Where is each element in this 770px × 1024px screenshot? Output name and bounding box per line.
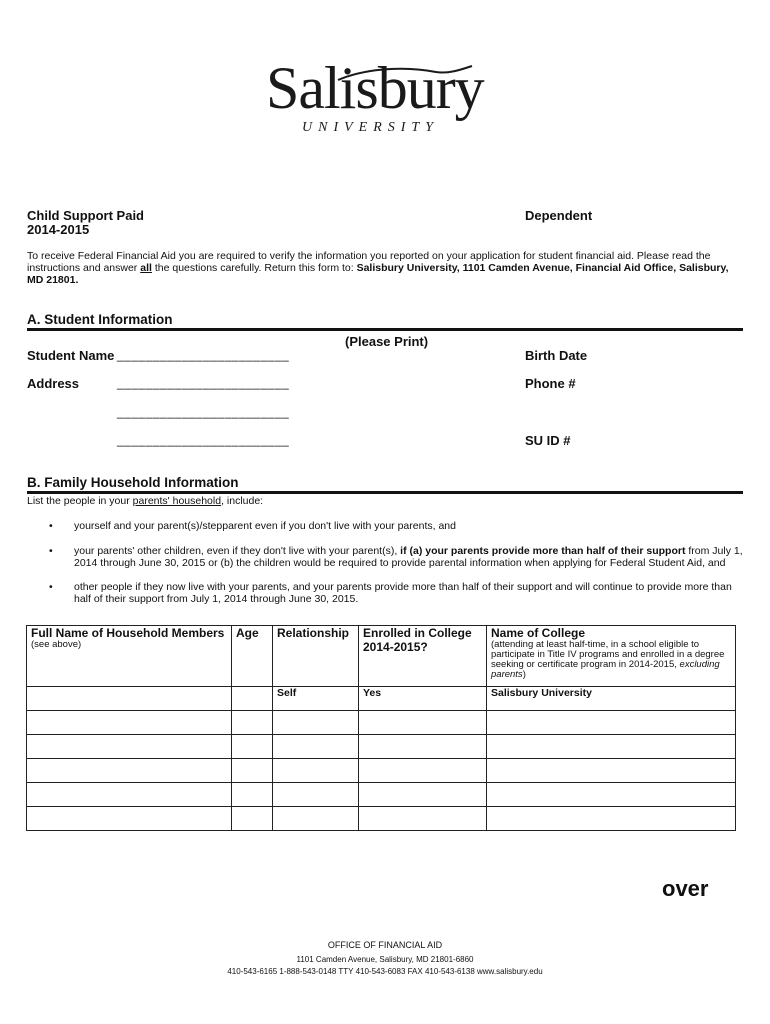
col-age-header [232,626,273,687]
col-college-note-italic: excluding parents [491,659,720,680]
table-row [27,687,736,711]
col-relationship-title: Relationship [277,626,350,640]
address-line-1-field[interactable]: ________________________ [117,376,290,390]
col-college-header [487,626,736,687]
age-cell[interactable] [232,711,273,735]
footer-contacts: 410-543-6165 1-888-543-0148 TTY 410-543-6083 FAX 410-543-6138 www.salisbury.edu [227,967,543,976]
table-row [27,735,736,759]
age-cell[interactable] [232,759,273,783]
form-title: Child Support Paid [27,208,144,223]
age-cell[interactable] [232,807,273,831]
household-list-intro [27,495,263,507]
col-college-title: Name of College [491,626,586,640]
name-cell[interactable] [27,687,232,711]
form-type: Dependent [525,208,593,223]
age-cell[interactable] [232,687,273,711]
relationship-cell[interactable] [273,735,359,759]
intro-paragraph [27,250,747,286]
bullet-icon: • [49,581,53,593]
intro-emphasis: all [140,262,152,274]
col-college-note-end: ) [522,669,526,680]
bullet-2-text-c: from July 1, 2014 through June 30, 2015 or (b) the children would be required to provide parental information when applying for Federal Student Aid, and [74,545,743,569]
name-cell[interactable] [27,783,232,807]
section-b-divider [27,491,743,494]
birth-date-label: Birth Date [525,348,588,363]
logo-subline: UNIVERSITY [302,120,439,135]
section-a-title: A. Student Information [27,312,173,327]
col-age-title: Age [236,626,259,640]
list-intro-text-2: , include: [221,495,264,507]
college-cell[interactable] [487,759,736,783]
section-a-divider [27,328,743,331]
list-intro-text: List the people in your [27,495,133,507]
address-line-3-field[interactable]: ________________________ [117,433,290,447]
name-cell[interactable] [27,711,232,735]
address-line-2-field[interactable]: ________________________ [117,405,290,419]
relationship-cell: Self [273,687,359,711]
return-address: Salisbury University, 1101 Camden Avenue, Financial Aid Office, Salisbury, MD 21801. [27,262,729,286]
col-enrolled-header [359,626,487,687]
col-college-note [491,640,731,680]
relationship-cell[interactable] [273,759,359,783]
bullet-2-text-b: if (a) your parents provide more than half of their support [400,545,686,557]
footer-address: 1101 Camden Avenue, Salisbury, MD 21801-6860 [296,955,474,964]
enrolled-cell[interactable] [359,759,487,783]
col-relationship-header [273,626,359,687]
relationship-cell[interactable] [273,807,359,831]
phone-label: Phone # [525,376,576,391]
enrolled-cell[interactable] [359,711,487,735]
section-b-title: B. Family Household Information [27,475,239,490]
bullet-icon: • [49,520,53,532]
col-college-note-text: (attending at least half-time, in a school eligible to participate in Title IV programs and enrolled in a degree seeking or certificate program in 2014-2015, [491,639,725,670]
please-print-note: (Please Print) [345,334,429,349]
table-row [27,783,736,807]
col-enrolled-title: Enrolled in College 2014-2015? [363,626,472,654]
college-cell[interactable] [487,783,736,807]
col-full-name-note: (see above) [31,639,82,650]
logo-wordmark: Salisbury [266,55,484,121]
college-cell[interactable] [487,711,736,735]
college-cell: Salisbury University [487,687,736,711]
college-cell[interactable] [487,807,736,831]
col-full-name-header [27,626,232,687]
name-cell[interactable] [27,807,232,831]
bullet-text: yourself and your parent(s)/stepparent even if you don't live with your parents, and [74,520,456,532]
form-year: 2014-2015 [27,222,90,237]
bullet-text: other people if they now live with your parents, and your parents provide more than half of their support and will continue to provide more than half of their support from July 1, 2014 through June 30, 2015. [74,581,732,605]
enrolled-cell[interactable] [359,783,487,807]
bullet-icon: • [49,545,53,557]
suid-label: SU ID # [525,433,571,448]
parents-household-term: parents' household [132,495,222,507]
name-cell[interactable] [27,735,232,759]
relationship-cell[interactable] [273,783,359,807]
table-row [27,807,736,831]
footer-office: OFFICE OF FINANCIAL AID [327,940,443,950]
age-cell[interactable] [232,783,273,807]
table-header-row [27,626,736,687]
bullet-2-text-a: your parents' other children, even if they don't live with your parent(s), [74,545,401,557]
table-row [27,711,736,735]
table-row [27,759,736,783]
age-cell[interactable] [232,735,273,759]
col-full-name-title: Full Name of Household Members [31,626,225,640]
continue-over-note: over [662,876,709,901]
bullet-text [74,545,744,569]
name-cell[interactable] [27,759,232,783]
address-label: Address [27,376,80,391]
college-cell[interactable] [487,735,736,759]
intro-text: To receive Federal Financial Aid you are required to verify the information you reported on your application for student financial aid. Please read the instructions and answer [27,250,711,274]
intro-text-2: the questions carefully. Return this form to: [151,262,357,274]
enrolled-cell[interactable] [359,735,487,759]
relationship-cell[interactable] [273,711,359,735]
student-name-field[interactable]: ________________________ [117,348,290,362]
enrolled-cell[interactable] [359,807,487,831]
enrolled-cell: Yes [359,687,487,711]
student-name-label: Student Name [27,348,115,363]
household-members-table [26,625,736,831]
